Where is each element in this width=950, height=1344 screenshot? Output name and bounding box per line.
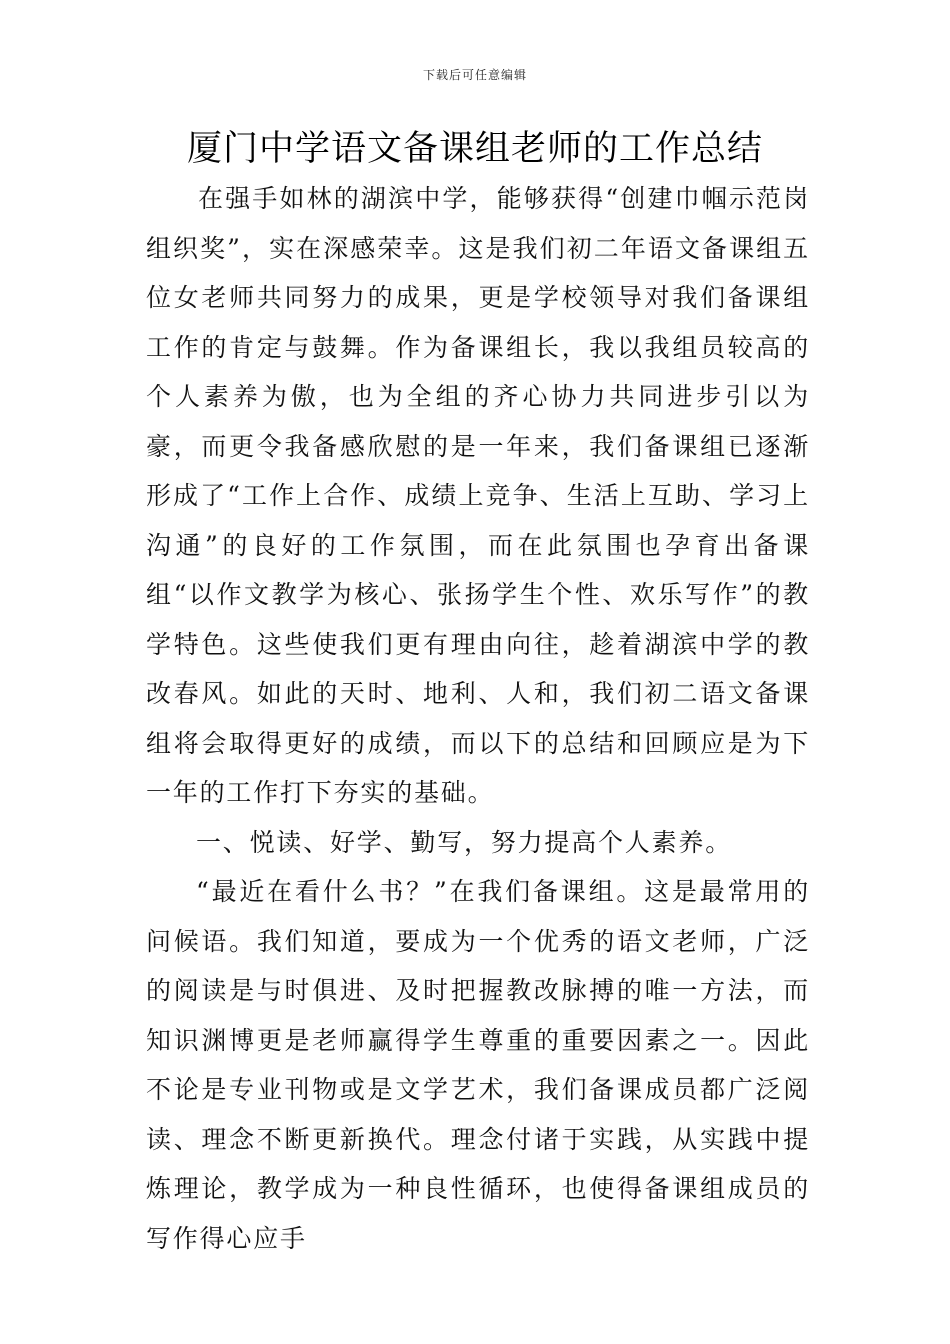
header-note: 下载后可任意编辑 [422,68,527,82]
section-heading-1: 一、悦读、好学、勤写，努力提高个人素养。 [196,827,733,857]
paragraph-reading: “最近在看什么书？”在我们备课组。这是最常用的问候语。我们知道，要成为一个优秀的语文老师，广泛的阅读是与时俱进、及时把握教改脉搏的唯一方法，而知识渊博更是老师赢得学生尊重的重要因素之一。因此不论是专业刊物或是文学艺术，我们备课成员都广泛阅读、理念不断更新换代。理念付诸于实践，从实践中提炼理论，教学成为一种良性循环，也使得备课组成员的写作得心应手 [146,877,810,1253]
document-body [146,174,810,1263]
paragraph-intro: 在强手如林的湖滨中学，能够获得“创建巾帼示范岗组织奖”，实在深感荣幸。这是我们初二年语文备课组五位女老师共同努力的成果，更是学校领导对我们备课组工作的肯定与鼓舞。作为备课组长，我以我组员较高的个人素养为傲，也为全组的齐心协力共同进步引以为豪，而更令我备感欣慰的是一年来，我们备课组已逐渐形成了“工作上合作、成绩上竞争、生活上互助、学习上沟通”的良好的工作氛围，而在此氛围也孕育出备课组“以作文教学为核心、张扬学生个性、欢乐写作”的教学特色。这些使我们更有理由向往，趁着湖滨中学的教改春风。如此的天时、地利、人和，我们初二语文备课组将会取得更好的成绩，而以下的总结和回顾应是为下一年的工作打下夯实的基础。 [146,184,810,807]
document-title: 厦门中学语文备课组老师的工作总结 [186,129,763,169]
